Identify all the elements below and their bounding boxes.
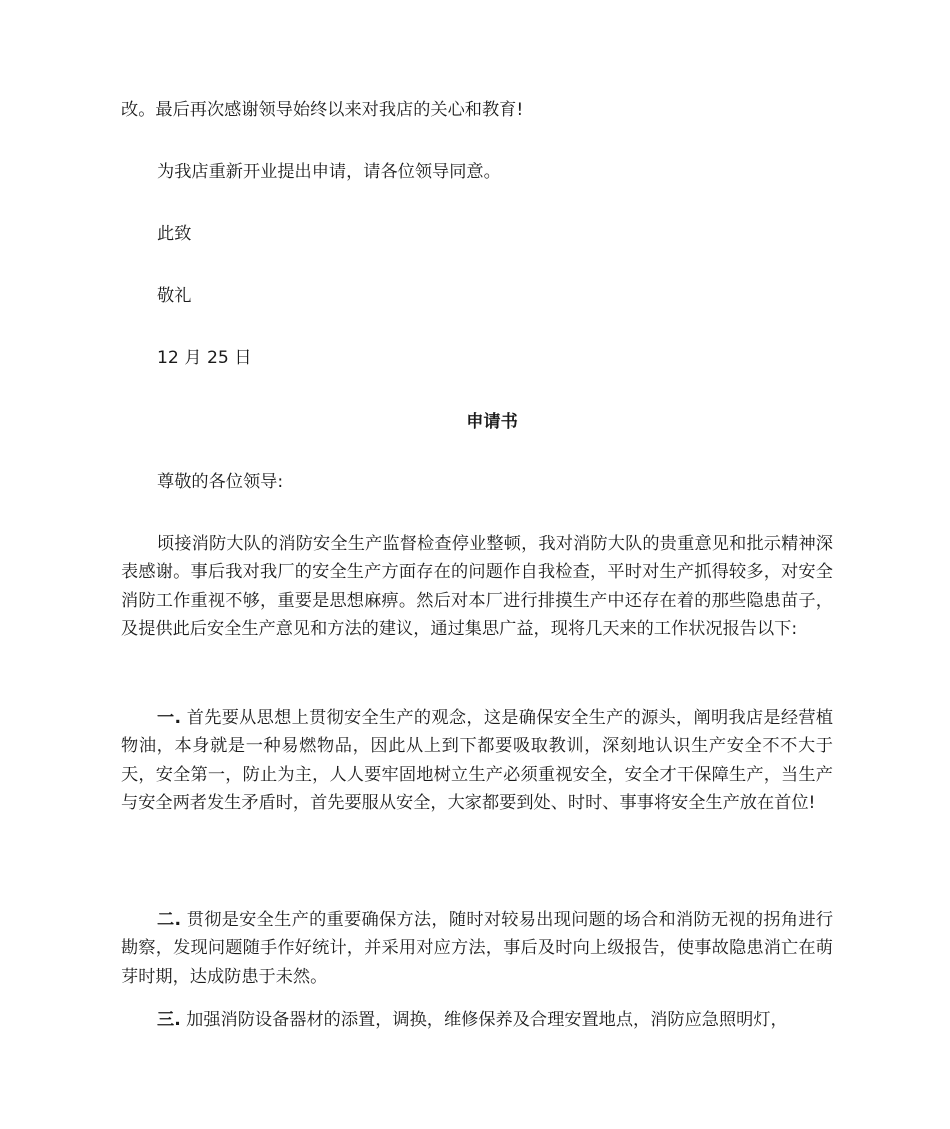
salutation: 尊敬的各位领导: (157, 472, 284, 492)
item-paragraph-2 (121, 906, 833, 991)
item-number-1: 一. (157, 708, 182, 728)
item-paragraph-1 (121, 704, 833, 818)
item-paragraph-3 (121, 1006, 833, 1034)
continuation-paragraph: 改。最后再次感谢领导始终以来对我店的关心和教育! (121, 100, 524, 120)
request-paragraph: 为我店重新开业提出申请，请各位领导同意。 (157, 162, 501, 182)
intro-paragraph: 顷接消防大队的消防安全生产监督检查停业整顿，我对消防大队的贵重意见和批示精神深表感谢。事后我对我厂的安全生产方面存在的问题作自我检查，平时对生产抓得较多，对安全消防工作重视不够，重要是思想麻痹。然后对本厂进行排摸生产中还存在着的那些隐患苗子，及提供此后安全生产意见和方法的建议，通过集思广益，现将几天来的工作状况报告以下: (121, 534, 833, 640)
item-number-2: 二. (157, 910, 182, 930)
item-text-3: 加强消防设备器材的添置，调换，维修保养及合理安置地点，消防应急照明灯， (180, 1010, 788, 1030)
item-text-1: 首先要从思想上贯彻安全生产的观念，这是确保安全生产的源头，阐明我店是经营植物油，本身就是一种易燃物品，因此从上到下都要吸取教训，深刻地认识生产安全不不大于天，安全第一，防止为主，人人要牢固地树立生产必须重视安全，安全才干保障生产，当生产与安全两者发生矛盾时，首先要服从安全，大家都要到处、时时、事事将安全生产放在首位! (121, 708, 834, 814)
closing-line-2: 敬礼 (157, 286, 192, 306)
item-number-3: 三. (157, 1010, 181, 1030)
date-line: 12 月 25 日 (157, 348, 252, 368)
item-text-2: 贯彻是安全生产的重要确保方法，随时对较易出现问题的场合和消防无视的拐角进行勘察，发现问题随手作好统计，并采用对应方法，事后及时向上级报告，使事故隐患消亡在萌芽时期，达成防患于未然。 (121, 910, 834, 987)
document-title: 申请书 (466, 412, 518, 432)
closing-line-1: 此致 (157, 224, 192, 244)
